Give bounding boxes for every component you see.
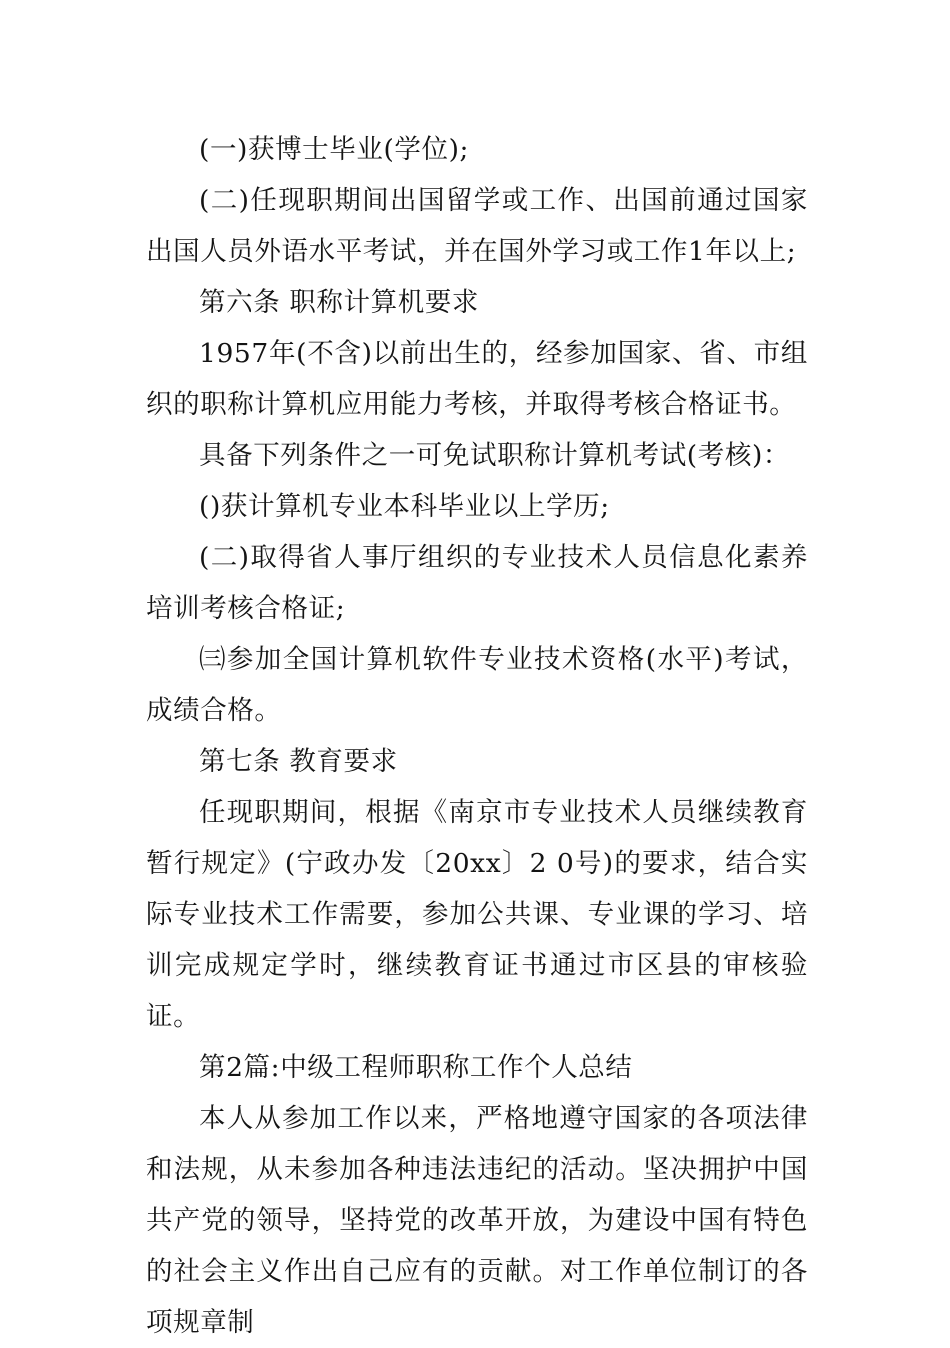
chapter-2-heading: 第2篇:中级工程师职称工作个人总结 bbox=[199, 1052, 633, 1083]
article-7-paragraph: 任现职期间，根据《南京市专业技术人员继续教育暂行规定》(宁政办发〔20xx〕2 0号)的要求，结合实际专业技术工作需要，参加公共课、专业课的学习、培训完成规定学时，继续教育证书通过市区县的审核验证。 bbox=[146, 797, 808, 1032]
exemption-intro-paragraph: 具备下列条件之一可免试职称计算机考试(考核)： bbox=[199, 440, 790, 471]
list-item-software-exam: ㈢参加全国计算机软件专业技术资格(水平)考试，成绩合格。 bbox=[146, 644, 808, 726]
list-item-literacy-training: (二)取得省人事厅组织的专业技术人员信息化素养培训考核合格证; bbox=[146, 542, 808, 624]
document-body bbox=[146, 124, 808, 1348]
article-7-heading: 第七条 教育要求 bbox=[199, 746, 398, 777]
summary-paragraph: 本人从参加工作以来，严格地遵守国家的各项法律和法规，从未参加各种违法违纪的活动。坚决拥护中国共产党的领导，坚持党的改革开放，为建设中国有特色的社会主义作出自己应有的贡献。对工作单位制订的各项规章制 bbox=[146, 1103, 808, 1338]
list-item-study-abroad: (二)任现职期间出国留学或工作、出国前通过国家出国人员外语水平考试，并在国外学习或工作1年以上; bbox=[146, 185, 808, 267]
article-6-heading: 第六条 职称计算机要求 bbox=[199, 287, 480, 318]
article-6-paragraph: 1957年(不含)以前出生的，经参加国家、省、市组织的职称计算机应用能力考核，并取得考核合格证书。 bbox=[146, 338, 808, 420]
list-item-computer-degree: ()获计算机专业本科毕业以上学历; bbox=[199, 491, 610, 522]
list-item-phd: (一)获博士毕业(学位); bbox=[199, 134, 470, 165]
